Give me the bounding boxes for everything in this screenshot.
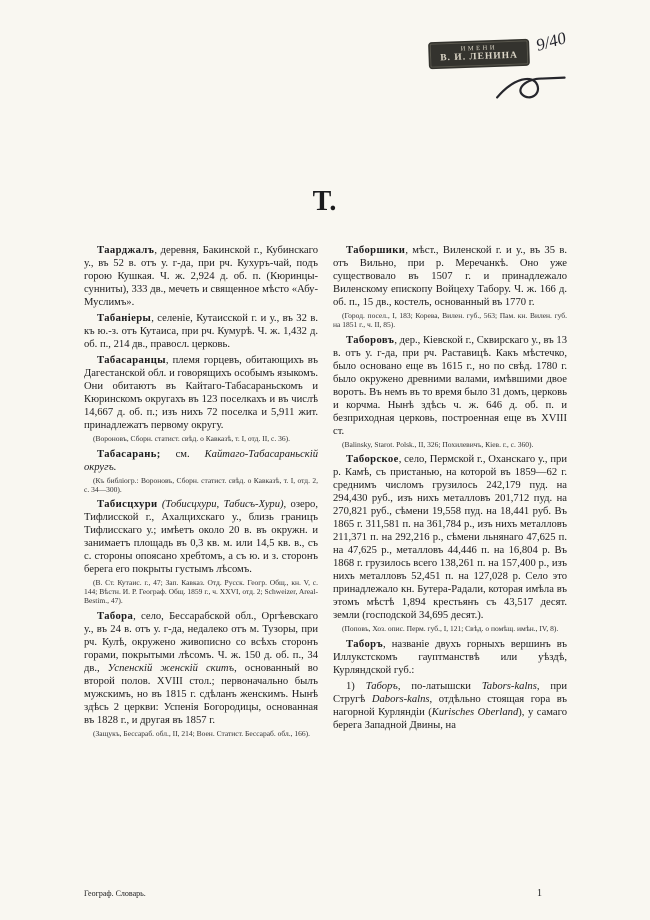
entry-variant-names: (Тобисцхури, Табисъ-Хури) <box>157 499 284 511</box>
entry-taborshiki <box>333 244 567 309</box>
handwritten-mark: 9/40 <box>533 28 569 55</box>
entry-subterm: Таборъ <box>365 681 398 693</box>
section-letter: Т. <box>312 186 338 217</box>
citation: (Поповъ, Хоз. опис. Перм. губ., I, 121; Свѣд. о помѣщ. имѣн., IV, 8). <box>342 624 559 634</box>
page-footer <box>84 888 568 899</box>
entry-term: Табаніеры <box>97 313 152 324</box>
left-column <box>84 244 318 880</box>
latvian-name: Dabors-kalns <box>371 694 430 706</box>
entry-tabaniery <box>84 312 318 351</box>
entry-term: Таборъ <box>346 639 384 651</box>
entry-body: , селеніе, Кутаисской г. и у., въ 32 в. къ ю.-з. отъ Кутаиса, при рч. Кумурѣ. Ч. ж. 1,432 д. об. п., 214 дв., правосл. церковь. <box>84 313 318 350</box>
text-columns <box>84 244 568 880</box>
entry-body: , племя горцевъ, обитающихъ въ Дагестанской обл. и говорящихъ особымъ языкомъ. Они обитаютъ въ Кайтаго-Табасараньскомъ и Кюринскомъ округахъ въ 123 поселкахъ и въ числѣ 14,667 д. об. п.; изъ нихъ 72 поселка и 5,911 жит. принадлежатъ первому округу. <box>84 355 318 431</box>
citation: (Вороновъ, Сборн. статист. свѣд. о Кавказѣ, т. I, отд. II, с. 36). <box>93 434 290 443</box>
entry-body: , мѣст., Виленской г. и у., въ 35 в. отъ Вильно, при р. Меречанкѣ. Оно уже существовало въ 1507 г. и принадлежало Виленскому епископу Войцеху Табору. Ч. ж. 166 д. об. п., 15 дв., костелъ, основанный въ 1770 г. <box>333 245 567 308</box>
entry-body: , село, Бессарабской обл., Оргѣевскаго у., въ 24 в. отъ у. г-да, недалеко отъ м. Тузоры, при рч. Кулѣ, окружено живописно со всѣхъ сторонъ горами, покрытыми лѣсомъ. Ч. ж. 150 д. об. п., 34 дв., <box>84 610 318 674</box>
entry-taborskoe <box>333 453 567 622</box>
page-number: 1 <box>537 888 542 899</box>
stamp-text-top: ИМЕНИ <box>460 44 498 53</box>
citation: (Къ библіогр.: Вороновъ, Сборн. статист. свѣд. о Кавказѣ, т. I, отд. 2, с. 34—300). <box>84 475 318 494</box>
right-column <box>333 244 567 880</box>
entry-term: Таарджалъ <box>97 245 155 256</box>
entry-italic-phrase: Успенскій женскій скитъ <box>107 662 235 674</box>
entry-term: Табисцхури <box>97 499 158 511</box>
latvian-name: Tabors-kalns <box>481 681 537 693</box>
entry-body: , отдѣльно стоящая гора въ нагорной Курляндіи ( <box>333 694 567 719</box>
entry-body: , дер., Кіевской г., Сквирскаго у., въ 13 в. отъ у. г-да, при рч. Раставицѣ. Какъ мѣстечко, было основано еще въ 1615 г., но по свѣд. 1780 г. было окружено древними валами, имѣвшими двое воротъ. Въ немъ въ то время было 31 домъ, церковь и корчма. Нынѣ здѣсь ч. ж. 646 д. об. п. и безприходная церковь, построенная еще въ XVIII ст. <box>333 334 567 437</box>
entry-term: Табасарань; <box>97 448 161 460</box>
entry-tabasaran <box>84 448 318 474</box>
entry-number: 1) <box>346 681 366 693</box>
entry-taborov <box>333 334 567 438</box>
citation: (Город. посел., I, 183; Корева, Вилен. губ., 563; Пам. кн. Вилен. губ. на 1851 г., ч. II, 85). <box>333 311 567 329</box>
citation: (Защукъ, Бессараб. обл., II, 214; Воен. Статист. Бессараб. обл., 166). <box>93 728 310 738</box>
entry-term: Таборшики <box>346 245 406 256</box>
entry-term: Таборское <box>346 454 399 466</box>
entry-term: Таборовъ <box>346 334 395 346</box>
entry-term: Табасаранцы <box>97 355 166 366</box>
entry-tabora <box>84 610 318 727</box>
entry-body: ), у самаго берега Западной Двины, на <box>333 707 568 732</box>
entry-tabor <box>333 638 567 677</box>
entry-tabasarantsy <box>84 354 318 432</box>
entry-term: Табора <box>97 610 134 622</box>
german-name: Kurisches Oberland <box>431 707 519 719</box>
entry-tabor-sub1 <box>333 680 567 732</box>
entry-body: , по-латышски <box>397 681 482 693</box>
entry-body: , при Стругѣ <box>333 681 567 706</box>
entry-body: , озеро, Тифлисской г., Ахалцихскаго у., близь границъ Тифлисскаго у.; имѣетъ около 20 в. въ окружн. и занимаетъ площадь въ 0,3 кв. м. или 14,5 кв. в., съ с. стороны опоясано хребтомъ, а съ ю. и з. сторонъ берега его покрыты густымъ лѣсомъ. <box>84 499 318 576</box>
entry-body: см. <box>160 448 205 460</box>
entry-body: , названіе двухъ горныхъ вершинъ въ Иллукстскомъ гауптманствѣ или уѣздѣ, Курляндской губ.: <box>333 639 567 677</box>
stamp-text-name: В. И. ЛЕНИНА <box>440 50 519 64</box>
entry-tabistskhuri <box>84 498 318 576</box>
footer-title: Географ. Словарь. <box>84 889 146 898</box>
entry-body: , деревня, Бакинской г., Кубинскаго у., въ 52 в. отъ у. г-да, при рч. Кухуръ-чай, подъ горою Кушкая. Ч. ж. 2,924 д. об. п. (Кюринцы-сунниты), 333 дв., мечеть и священное мѣсто «Абу-Муслимъ». <box>84 245 318 308</box>
entry-body: , село, Пермской г., Оханскаго у., при р. Камѣ, съ пристанью, на которой въ 1859—62 г. среднимъ числомъ грузилось 242,179 пуд. на 294,430 руб., изъ нихъ металловъ 201,712 пуд. на 270,821 руб., сѣмени 19,558 пуд. на 18,441 руб. Въ 1865 г. 311,581 п. на 361,784 р., изъ нихъ металловъ 211,371 п. на 292,216 р., сѣмени льнянаго 47,625 п. на 47,625 р., металловъ 44,446 п. на 16,804 р. Въ 1868 г. грузилось всего 138,261 п. на 157,400 р., изъ нихъ металловъ 52,451 п. на 127,028 р. Село это принадлежало кн. Бутера-Радали, которая имѣла въ этомъ мѣстѣ 1,894 крестьянъ съ 43,517 десят. земли (господской 34,695 десят.). <box>333 454 567 622</box>
ink-flourish <box>491 65 569 122</box>
library-stamp <box>430 40 529 67</box>
entry-taardzhal <box>84 244 318 309</box>
cross-reference: Кайтаго-Табасараньскій округъ. <box>84 448 318 473</box>
citation: (В. Ст. Кутаис. г., 47; Зап. Кавказ. Отд. Русск. Геогр. Общ., кн. V, с. 144; Вѣстн. И. Р. Географ. Общ. 1859 г., ч. XXVI, отд. 2; Schweizer, Areal-Bestim., 47). <box>84 578 318 605</box>
entry-body: , основанный во второй полов. XVIII стол.; первоначально былъ мужскимъ, но въ 1815 г. сдѣланъ женскимъ. Нынѣ здѣсь 2 церкви: Успенія Богородицы, основанная въ 1828 г., и другая въ 1857 г. <box>84 662 318 726</box>
citation: (Balinsky, Starot. Polsk., II, 326; Похилевичъ, Кіев. г., с. 360). <box>342 439 534 449</box>
